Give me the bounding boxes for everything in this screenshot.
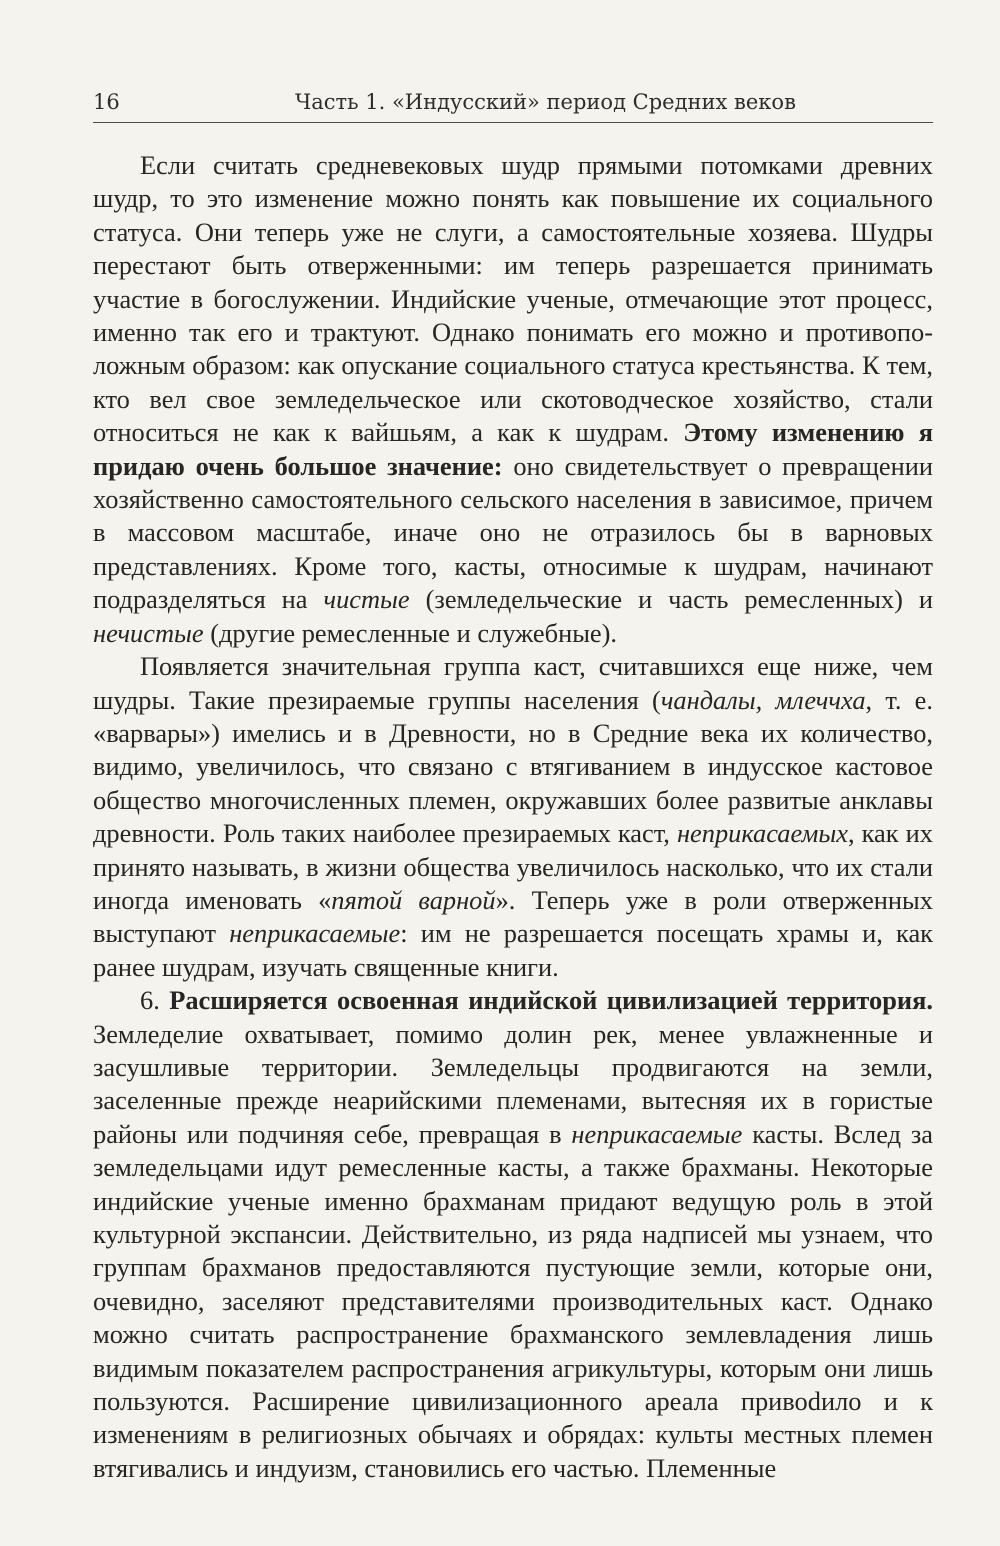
p3-list-number: 6.	[140, 985, 160, 1016]
p1-bold-1: Этому изменению я придаю очень большое значение:	[93, 417, 933, 481]
page-number: 16	[93, 90, 120, 114]
paragraph-2	[93, 650, 933, 984]
p1-text-2: оно свидетельствует о превращении хозяйственно самостоятельного сельского населения в зависимое, причем в массовом масштабе, иначе оно не отразилось бы в варновых представлениях. Кроме того, касты, относимые к шудрам, начинают подразделяться на	[93, 450, 933, 615]
p2-italic-4: неприкасаемые	[229, 918, 401, 949]
paragraph-1	[93, 149, 933, 650]
p1-italic-2: нечистые	[93, 617, 204, 648]
p3-text-2: касты. Вслед за земледельцами идут ремесленные касты, а также брахманы. Некоторые индийские ученые именно брахманам придают ведущую роль в этой культурной экспансии. Действительно, из ряда надписей мы узнаем, что группам брахманов предоставляются пустующие земли, которые они, очевидно, заселяют представителями производительных каст. Однако можно считать распространение брахманского землевладения лишь видимым показателем распространения агрикультуры, которым они лишь пользуются. Расширение цивилизационного ареала привоdило и к изменениям в религиозных обычаях и обрядах: культы местных племен втягивались и индуизм, становились его частью. Племенные	[93, 1118, 933, 1483]
p3-bold-1: Расширяется освоенная индийской цивилизацией территория.	[169, 985, 933, 1016]
p2-text-1: Появляется значительная группа каст, считавшихся еще ниже, чем шудры. Такие презираемые группы населения (	[93, 651, 933, 715]
p1-text-1: Если считать средневековых шудр прямыми потомками древних шудр, то это изменение можно понять как повышение их социального статуса. Они теперь уже не слуги, а самостоятельные хозяева. Шудры перестают быть отверженными: им теперь разрешается принимать участие в богослужении. Индийские ученые, отмечающие этот процесс, именно так его и трактуют. Однако понимать его можно и противоположным образом: как опускание социального статуса крестьянства. К тем, кто вел свое земледельческое или скотоводческое хозяйство, стали относиться не как к вайшьям, а как к шудрам.	[93, 150, 933, 448]
p2-italic-3: пятой варной	[331, 884, 496, 915]
p2-text-5: : им не разрешается посещать храмы и, как ранее шудрам, изучать священные книги.	[93, 918, 933, 982]
p3-text-1: Земледелие охватывает, помимо долин рек, менее увлажненные и засушливые территории. Земледельцы продвигаются на земли, заселенные прежде неарийскими племенами, вытесняя их в гористые районы или подчиняя себе, превращая в	[93, 1018, 933, 1149]
p2-text-4: ». Теперь уже в роли отверженных выступают	[93, 884, 933, 949]
p2-italic-1: чандалы, млеччха	[660, 684, 866, 715]
p1-text-3: (земледельческие и часть ремесленных) и	[425, 584, 933, 615]
p1-italic-1: чистые	[323, 584, 410, 615]
body-text	[93, 149, 933, 1485]
p2-italic-2: неприкасаемых	[676, 818, 848, 849]
page-header	[93, 86, 933, 123]
p2-text-2: , т. е. «варвары») имелись и в Древности, но в Средние века их количество, видимо, увеличилось, что связано с втягиванием в индусское кастовое общество многочисленных племен, окружавших более развитые анклавы древности. Роль таких наиболее презираемых каст,	[93, 684, 933, 849]
p3-italic-1: неприкасаемые	[571, 1118, 743, 1149]
paragraph-3	[93, 984, 933, 1485]
p1-text-4: (другие ремесленные и служебные).	[210, 617, 618, 648]
running-title: Часть 1. «Индусский» период Средних веков	[295, 90, 796, 114]
p2-text-3: , как их принято называть, в жизни общества увеличилось насколько, что их стали иногда именовать «	[93, 818, 933, 915]
